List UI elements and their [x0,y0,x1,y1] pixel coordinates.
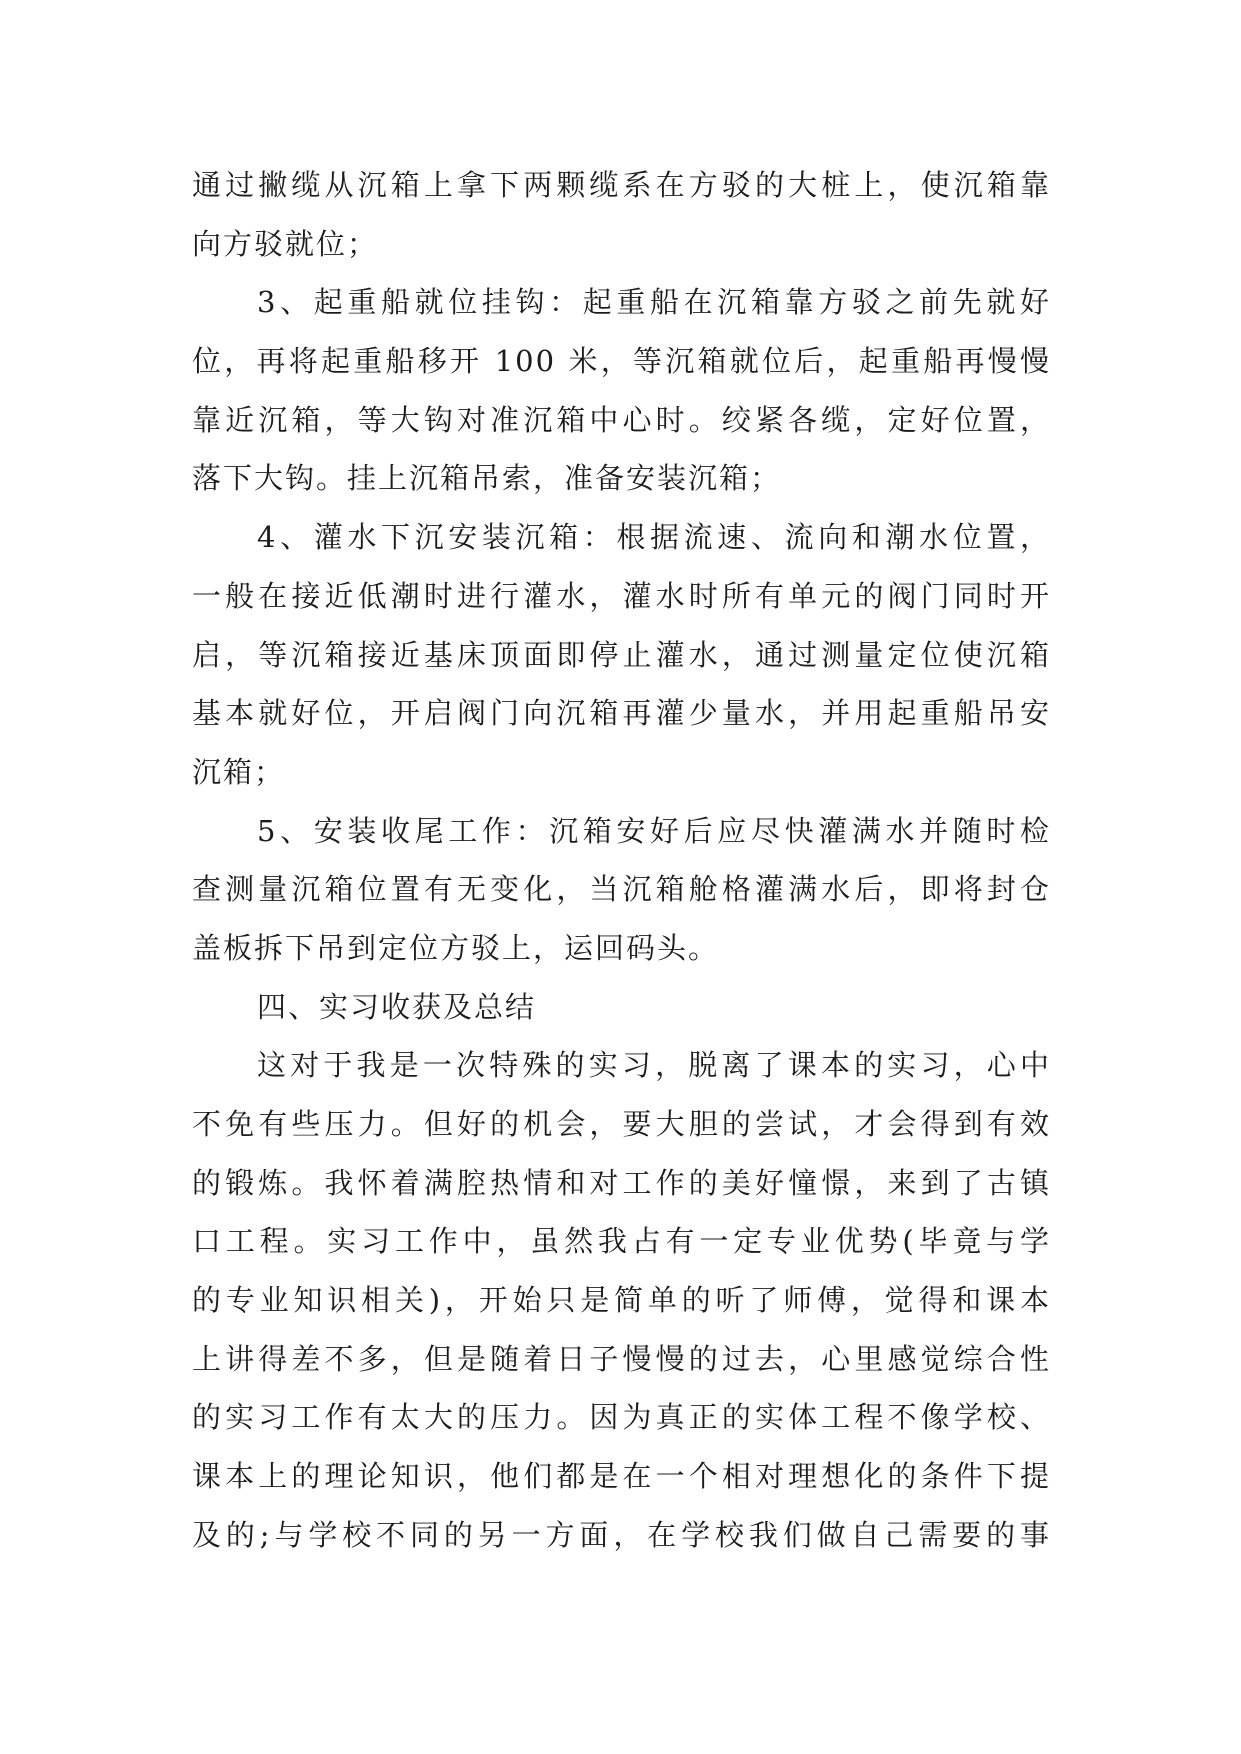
paragraph-summary [192,1036,1051,1564]
text-line: 这对于我是一次特殊的实习，脱离了课本的实习，心中 [257,1048,1051,1083]
text-line: 5、安装收尾工作：沉箱安好后应尽快灌满水并随时检 [257,813,1051,848]
paragraph-step-4 [192,508,1051,801]
text-line: 的实习工作有太大的压力。因为真正的实体工程不像学校、 [192,1400,1051,1435]
text-line: 的锻炼。我怀着满腔热情和对工作的美好憧憬，来到了古镇 [192,1165,1051,1200]
text-line: 启，等沉箱接近基床顶面即停止灌水，通过测量定位使沉箱 [192,637,1051,672]
text-line: 课本上的理论知识，他们都是在一个相对理想化的条件下提 [192,1459,1051,1494]
text-line: 3、起重船就位挂钩：起重船在沉箱靠方驳之前先就好 [257,285,1051,320]
text-line: 通过撇缆从沉箱上拿下两颗缆系在方驳的大桩上，使沉箱靠 [192,168,1051,202]
text-line: 口工程。实习工作中，虽然我占有一定专业优势(毕竟与学 [192,1224,1051,1259]
text-line: 落下大钩。挂上沉箱吊索，准备安装沉箱； [192,461,782,496]
text-line: 沉箱； [192,754,286,789]
text-line: 向方驳就位； [192,226,379,261]
paragraph-step-3 [192,273,1051,508]
section-heading [192,978,1051,1037]
text-line: 上讲得差不多，但是随着日子慢慢的过去，心里感觉综合性 [192,1341,1051,1376]
document-body [192,156,1051,1565]
text-line: 查测量沉箱位置有无变化，当沉箱舱格灌满水后，即将封仓 [192,872,1051,907]
text-line: 靠近沉箱，等大钩对准沉箱中心时。绞紧各缆，定好位置， [192,402,1051,437]
text-line: 的专业知识相关)，开始只是简单的听了师傅，觉得和课本 [192,1283,1051,1318]
paragraph-step-5 [192,802,1051,978]
section-heading-text: 四、实习收获及总结 [257,989,537,1024]
paragraph-continuation [192,156,1051,273]
text-line: 不免有些压力。但好的机会，要大胆的尝试，才会得到有效 [192,1107,1051,1141]
text-line: 一般在接近低潮时进行灌水，灌水时所有单元的阀门同时开 [192,578,1051,613]
text-line: 位，再将起重船移开 100 米，等沉箱就位后，起重船再慢慢 [192,344,1051,379]
text-line: 及的;与学校不同的另一方面，在学校我们做自己需要的事 [192,1517,1051,1552]
text-line: 4、灌水下沉安装沉箱：根据流速、流向和潮水位置， [257,520,1051,555]
text-line: 盖板拆下吊到定位方驳上，运回码头。 [192,930,720,965]
text-line: 基本就好位，开启阀门向沉箱再灌少量水，并用起重船吊安 [192,696,1051,731]
